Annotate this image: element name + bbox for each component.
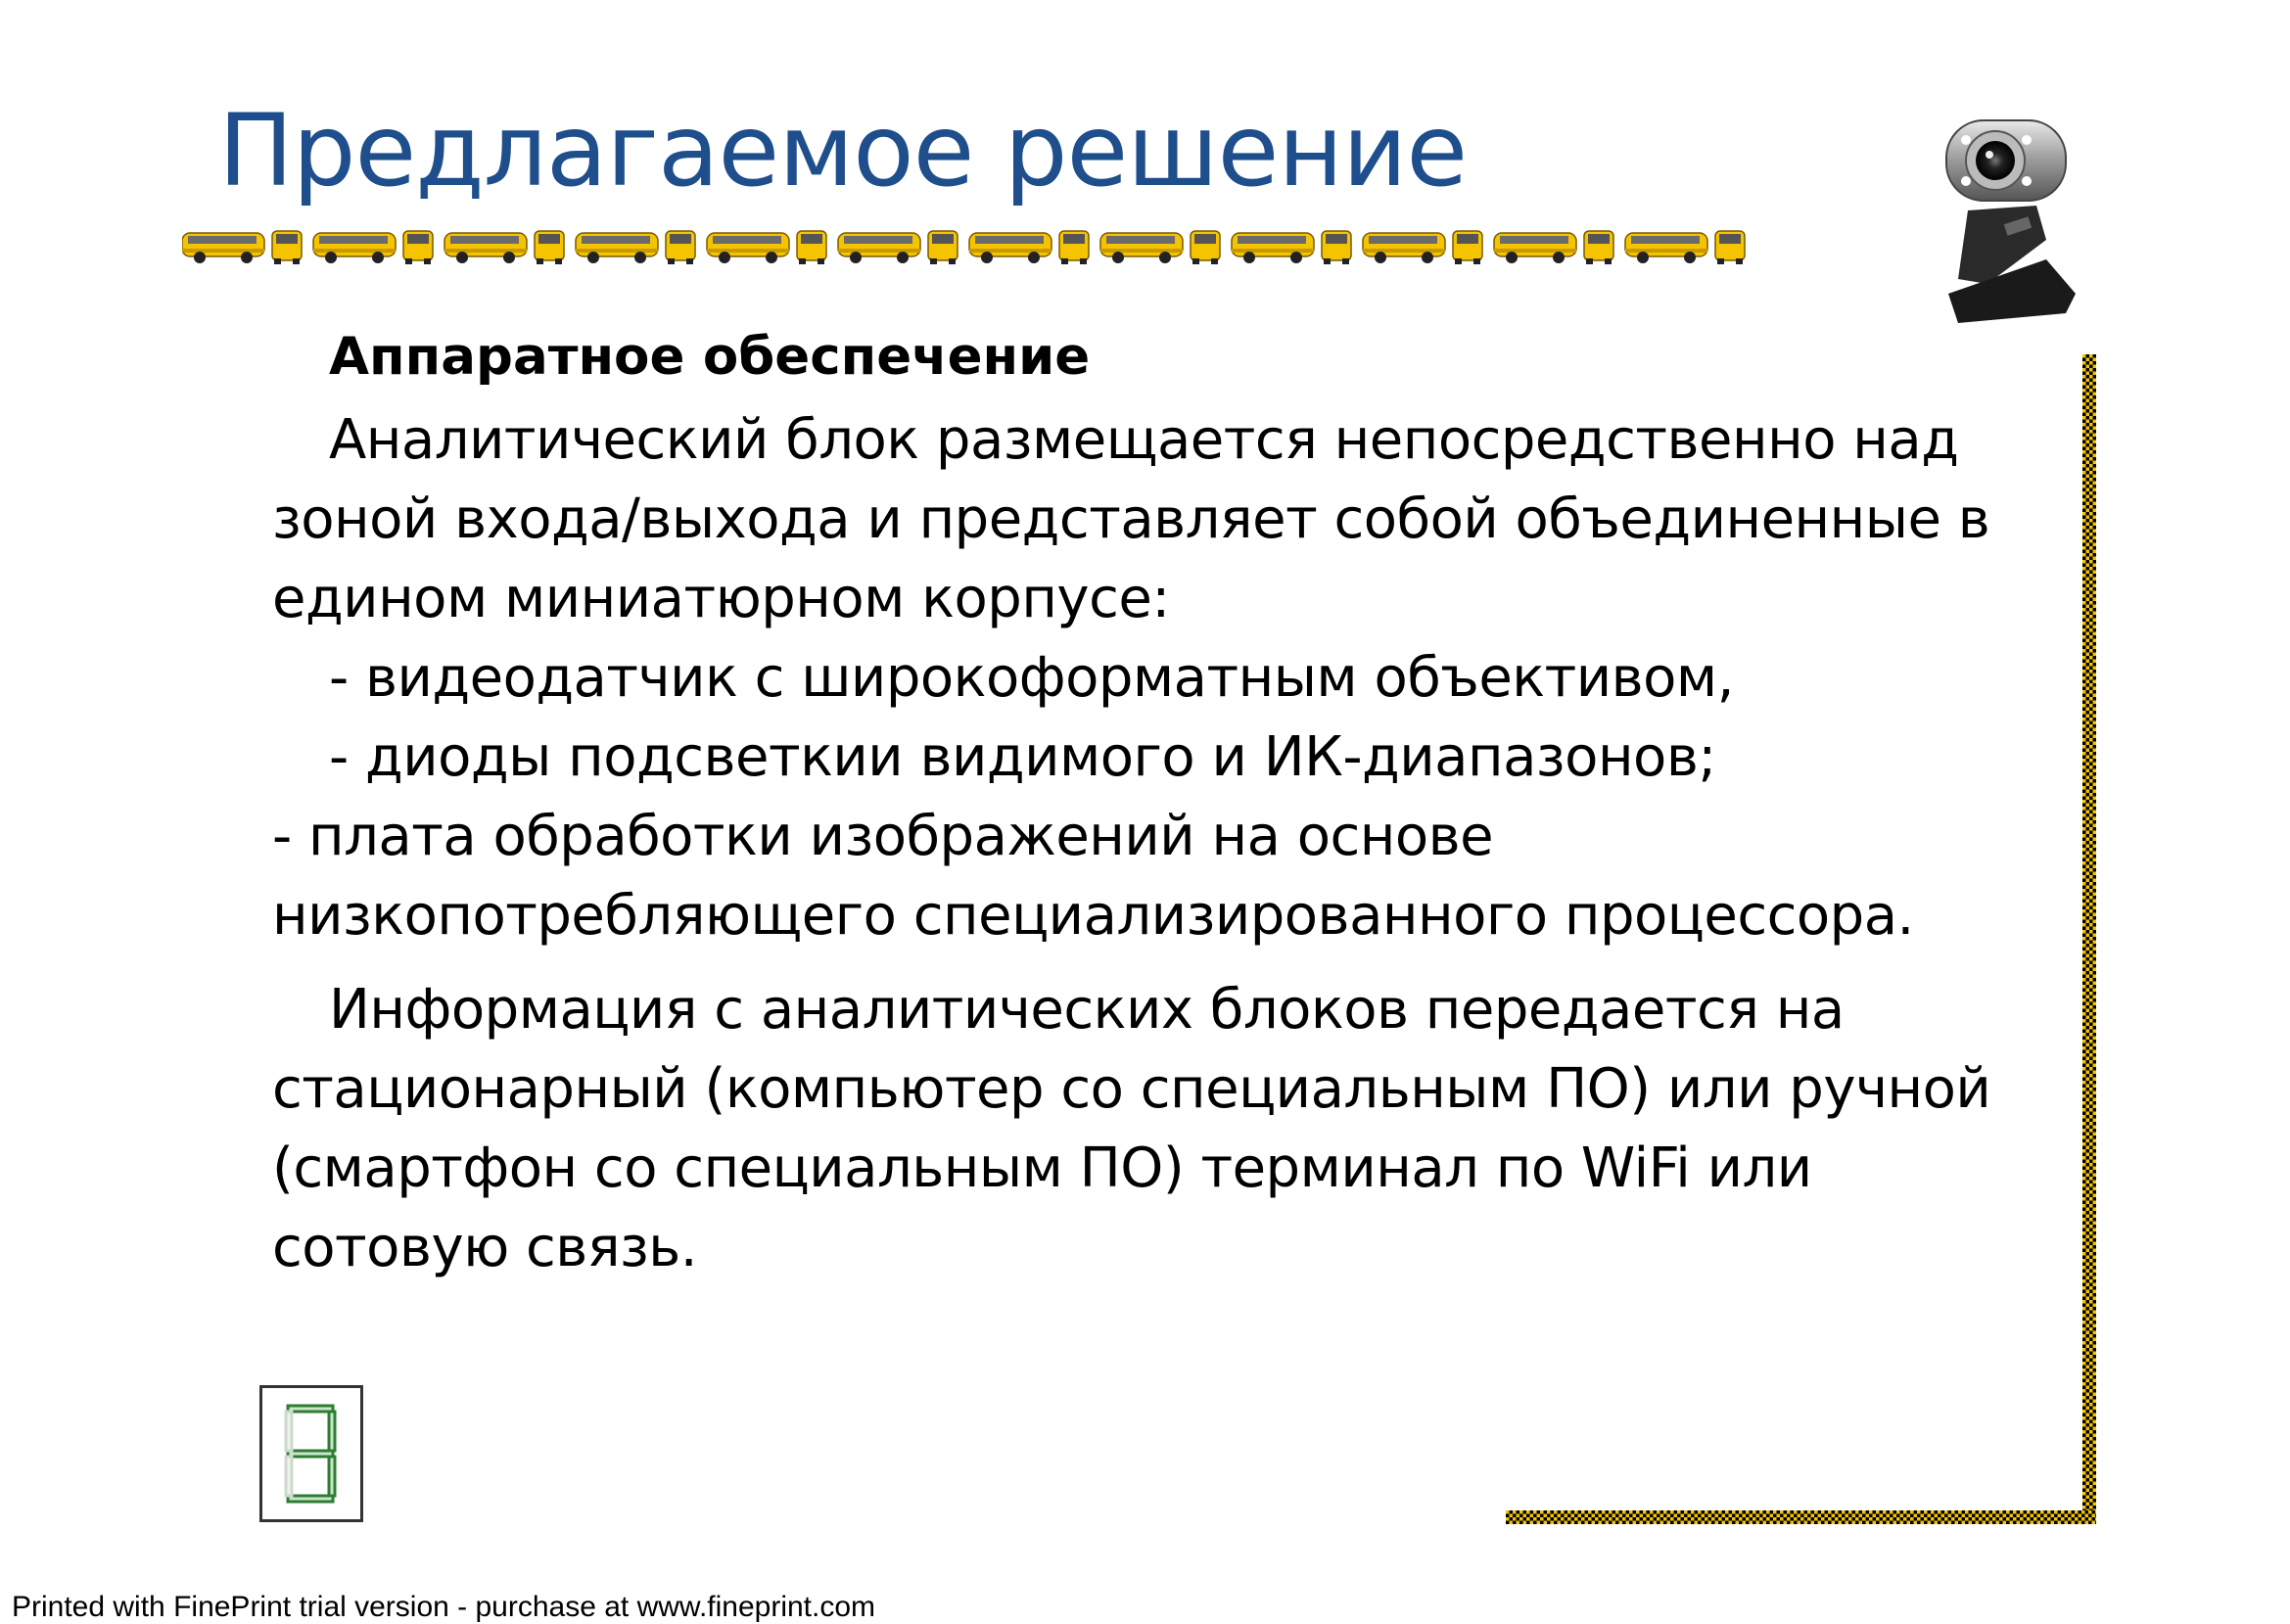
minibus-icon xyxy=(969,233,1052,263)
minibus-icon xyxy=(1322,231,1351,264)
paragraph-line: (смартфон со специальным ПО) терминал по WiFi или xyxy=(272,1137,1812,1200)
page-number-box xyxy=(259,1385,363,1522)
paragraph-line: стационарный (компьютер со специальным ПО) или ручной xyxy=(272,1057,1991,1121)
minibus-icon xyxy=(666,231,695,264)
paragraph-line: Информация с аналитических блоков передается на xyxy=(329,978,1845,1042)
minibus-icon xyxy=(1232,233,1314,263)
paragraph-line: зоной входа/выхода и представляет собой объединенные в xyxy=(272,487,1990,551)
minibus-icon xyxy=(1715,231,1745,264)
paragraph-line: сотовую связь. xyxy=(272,1216,698,1279)
page-number-digit xyxy=(262,1388,360,1519)
paragraph-line: Аналитический блок размещается непосредственно над xyxy=(329,408,1959,472)
svg-text:3: 3 xyxy=(311,1466,312,1467)
minibus-icon xyxy=(1100,233,1183,263)
minibus-icon xyxy=(1453,231,1482,264)
minibus-icon xyxy=(1363,233,1445,263)
minibus-border xyxy=(182,225,1851,266)
list-item: - плата обработки изображений на основе xyxy=(272,805,1494,868)
minibus-icon xyxy=(1625,233,1707,263)
minibus-icon xyxy=(576,233,658,263)
webcam-icon xyxy=(1929,113,2085,333)
list-item: низкопотребляющего специализированного процессора. xyxy=(272,884,1914,948)
footer-text: Printed with FinePrint trial version - purchase at www.fineprint.com xyxy=(12,1591,876,1623)
list-item: - диоды подсветкии видимого и ИК-диапазонов; xyxy=(329,725,1716,789)
list-item: - видеодатчик с широкоформатным объективом, xyxy=(329,646,1734,710)
minibus-icon xyxy=(272,231,302,264)
minibus-icon xyxy=(838,233,920,263)
checker-border-right xyxy=(2082,354,2096,1524)
subheading: Аппаратное обеспечение xyxy=(329,327,1091,387)
checker-border-bottom xyxy=(1506,1510,2096,1524)
minibus-icon xyxy=(1191,231,1220,264)
minibus-icon xyxy=(313,233,396,263)
minibus-icon xyxy=(928,231,958,264)
minibus-icon xyxy=(707,233,789,263)
slide-title: Предлагаемое решение xyxy=(218,93,1468,209)
minibus-icon xyxy=(1584,231,1613,264)
minibus-icon xyxy=(1494,233,1576,263)
paragraph-line: едином миниатюрном корпусе: xyxy=(272,567,1170,630)
minibus-icon xyxy=(182,233,264,263)
minibus-icon xyxy=(535,231,564,264)
minibus-icon xyxy=(444,233,527,263)
minibus-icon xyxy=(1059,231,1089,264)
minibus-icon xyxy=(797,231,826,264)
minibus-icon xyxy=(403,231,433,264)
